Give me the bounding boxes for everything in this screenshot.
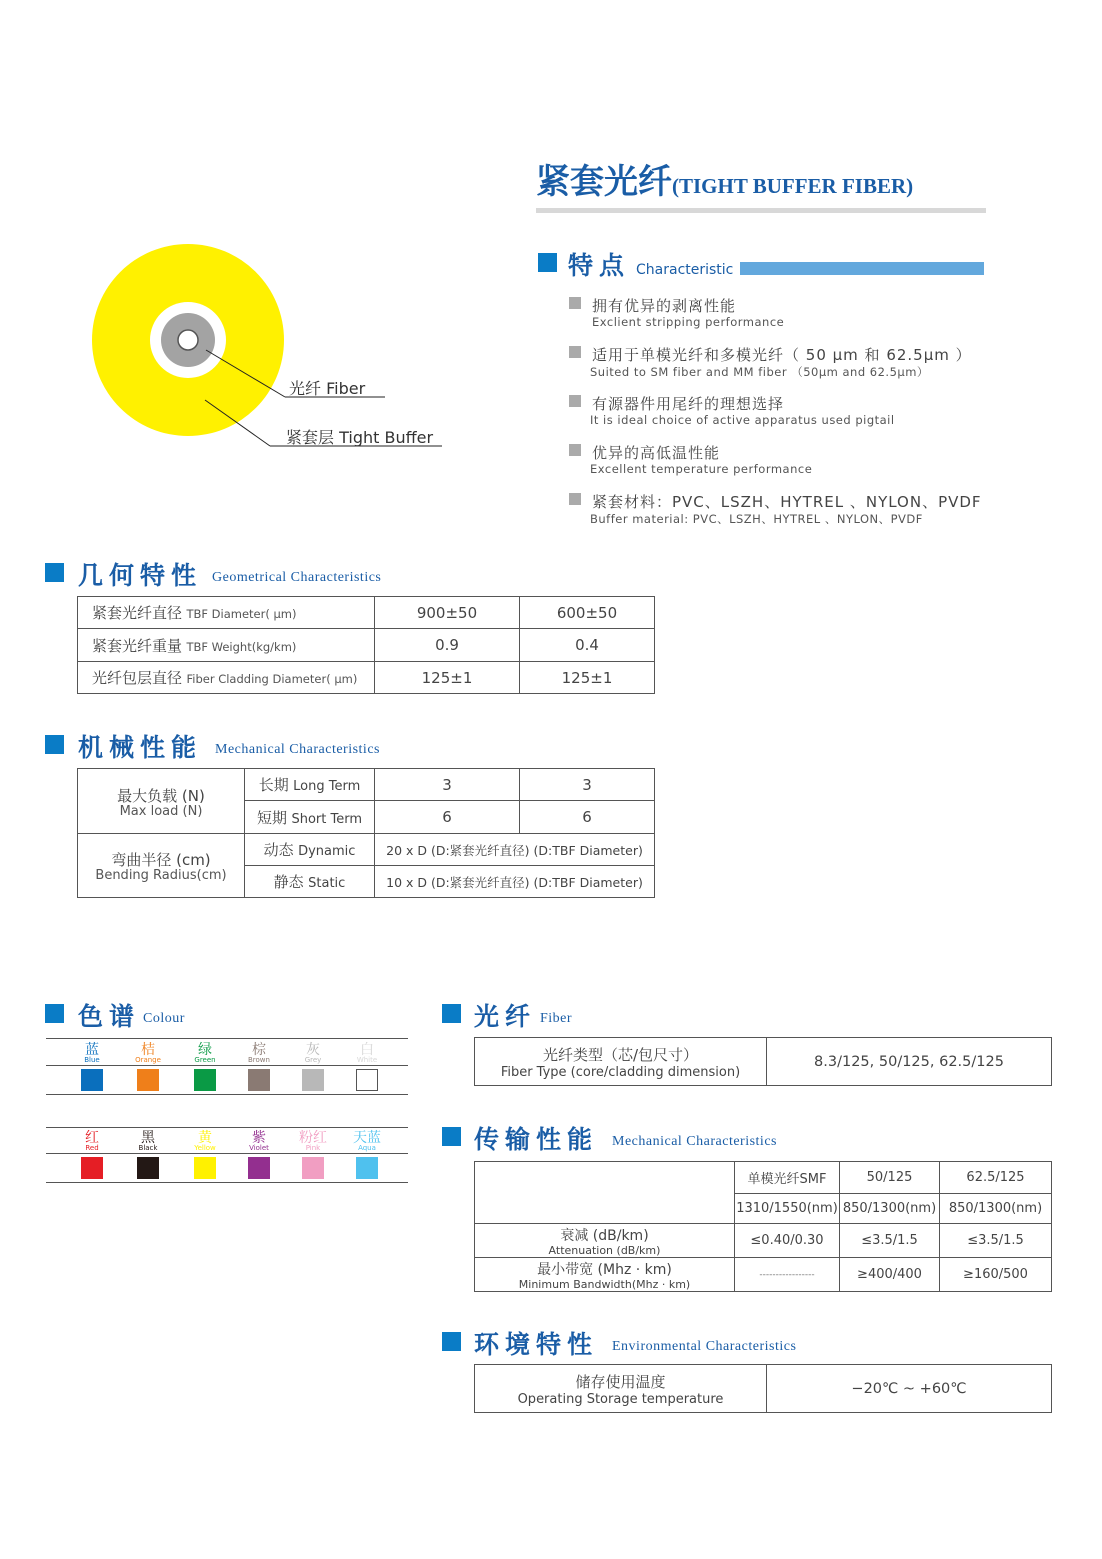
table-row: [475, 1038, 1052, 1086]
feature-5-cn: 紧套材料：PVC、LSZH、HYTREL 、NYLON、PVDF: [592, 493, 982, 511]
storage-temp-cn: 储存使用温度: [575, 1372, 666, 1391]
column-header: 单模光纤SMF: [735, 1162, 840, 1194]
fiber-table: [474, 1037, 1052, 1086]
title-en: (TIGHT BUFFER FIBER): [672, 174, 914, 198]
column-subheader: 850/1300(nm): [840, 1194, 940, 1224]
column-header: 50/125: [840, 1162, 940, 1194]
colour-name-cn: 紫: [252, 1130, 266, 1146]
feature-5-en: Buffer material: PVC、LSZH、HYTREL 、NYLON、PVDF: [590, 512, 923, 526]
short-term-label: [245, 801, 375, 834]
storage-temp-en: Operating Storage temperature: [517, 1391, 724, 1407]
column-subheader: 850/1300(nm): [940, 1194, 1052, 1224]
environment-bullet: [442, 1332, 461, 1351]
colour-heading-cn: 色谱: [78, 1002, 141, 1031]
row-label: [78, 629, 375, 662]
feature-bullet: [569, 395, 581, 407]
long-term-cn: 长期: [258, 776, 289, 794]
row-label-en: TBF Weight(kg/km): [186, 639, 297, 654]
feature-2-cn: 适用于单模光纤和多模光纤（ 50 μm 和 62.5μm ）: [592, 346, 972, 364]
dynamic-label: [245, 834, 375, 866]
mechanical-table: [77, 768, 655, 898]
fiber-type-cn: 光纤类型（芯/包尺寸）: [542, 1045, 699, 1064]
colour-name-en: Pink: [305, 1144, 321, 1152]
bandwidth-en: Minimum Bandwidth(Mhz · km): [518, 1278, 691, 1291]
attenuation-cn: 衰减 (dB/km): [560, 1228, 649, 1244]
fiber-bullet: [442, 1004, 461, 1023]
title-cn: 紧套光纤: [536, 162, 672, 202]
transmission-heading-cn: 传输性能: [474, 1125, 599, 1154]
page-title: [536, 154, 913, 203]
colour-name-en: Brown: [248, 1056, 270, 1064]
transmission-bullet: [442, 1127, 461, 1146]
short-term-en: Short Term: [291, 811, 362, 827]
bandwidth-cn: 最小带宽 (Mhz · km): [537, 1262, 672, 1278]
table-cell: 3: [375, 769, 520, 801]
colour-name-cn: 蓝: [85, 1042, 99, 1058]
colour-name-cn: 灰: [306, 1042, 320, 1058]
row-label: [78, 597, 375, 629]
dynamic-cn: 动态: [263, 841, 294, 859]
fiber-label: 光纤 Fiber: [289, 379, 366, 398]
bandwidth-label: [475, 1258, 735, 1292]
table-cell: 125±1: [520, 662, 655, 694]
short-term-cn: 短期: [257, 808, 288, 827]
row-label-cn: 光纤包层直径: [92, 669, 183, 687]
colour-swatch: [81, 1157, 103, 1179]
environment-heading-cn: 环境特性: [474, 1330, 599, 1359]
table-cell: 0.9: [375, 629, 520, 662]
colour-swatch: [194, 1069, 216, 1091]
static-en: Static: [308, 876, 346, 891]
mechanical-heading-cn: 机械性能: [78, 733, 203, 762]
environment-table: [474, 1364, 1052, 1413]
feature-4-en: Excellent temperature performance: [590, 462, 813, 476]
table-row: [475, 1162, 1052, 1194]
colour-heading-en: Colour: [143, 1011, 185, 1026]
environment-heading-en: Environmental Characteristics: [612, 1339, 797, 1354]
colour-name-en: Green: [194, 1056, 216, 1064]
characteristic-heading-cn: 特点: [568, 251, 631, 280]
colour-name-cn: 桔: [141, 1042, 155, 1058]
column-subheader: 1310/1550(nm): [735, 1194, 840, 1224]
colour-rule: [46, 1065, 408, 1066]
feature-4-cn: 优异的高低温性能: [592, 444, 721, 462]
colour-swatch: [194, 1157, 216, 1179]
mechanical-bullet: [45, 735, 64, 754]
colour-name-cn: 黑: [141, 1130, 155, 1146]
bending-cn: 弯曲半径 (cm): [111, 851, 211, 869]
colour-name-en: Blue: [84, 1056, 100, 1064]
table-cell: 6: [375, 801, 520, 834]
geometrical-bullet: [45, 563, 64, 582]
table-cell: 6: [520, 801, 655, 834]
table-row: [78, 629, 655, 662]
table-cell: 125±1: [375, 662, 520, 694]
row-label-cn: 紧套光纤重量: [92, 636, 183, 655]
row-label-en: TBF Diameter( μm): [186, 607, 297, 621]
geometrical-table: [77, 596, 655, 694]
fiber-type-label: [475, 1038, 767, 1086]
table-cell: ≥400/400: [840, 1258, 940, 1292]
table-row: [78, 769, 655, 801]
long-term-label: [245, 769, 375, 801]
colour-swatch: [302, 1069, 324, 1091]
colour-name-en: Orange: [135, 1056, 161, 1064]
row-label-cn: 紧套光纤直径: [92, 604, 183, 622]
dynamic-en: Dynamic: [298, 844, 356, 859]
feature-1-en: Exclient stripping performance: [592, 315, 785, 329]
colour-name-en: Aqua: [358, 1144, 376, 1152]
colour-swatch: [356, 1157, 378, 1179]
feature-bullet: [569, 493, 581, 505]
transmission-table: [474, 1161, 1052, 1292]
fiber-type-en: Fiber Type (core/cladding dimension): [500, 1064, 741, 1080]
colour-bullet: [45, 1004, 64, 1023]
table-row: [78, 662, 655, 694]
colour-name-cn: 天蓝: [353, 1130, 381, 1146]
row-label: [78, 662, 375, 694]
colour-name-cn: 绿: [198, 1042, 212, 1058]
characteristic-bar: [740, 262, 984, 275]
column-header: 62.5/125: [940, 1162, 1052, 1194]
fiber-type-value: 8.3/125, 50/125, 62.5/125: [767, 1038, 1052, 1086]
feature-bullet: [569, 297, 581, 309]
colour-name-en: Black: [138, 1144, 158, 1152]
static-label: [245, 866, 375, 898]
colour-rule: [46, 1094, 408, 1095]
fiber-core: [178, 330, 198, 350]
colour-rule: [46, 1182, 408, 1183]
colour-swatch: [137, 1069, 159, 1091]
fiber-heading-cn: 光纤: [474, 1002, 537, 1031]
max-load-cn: 最大负载 (N): [117, 786, 205, 805]
table-cell: 600±50: [520, 597, 655, 629]
feature-bullet: [569, 346, 581, 358]
feature-bullet: [569, 444, 581, 456]
table-cell: 0.4: [520, 629, 655, 662]
table-cell: 900±50: [375, 597, 520, 629]
fiber-heading-en: Fiber: [540, 1011, 573, 1026]
max-load-en: Max load (N): [119, 803, 203, 819]
feature-3-cn: 有源器件用尾纤的理想选择: [592, 395, 785, 413]
characteristic-bullet: [538, 253, 557, 272]
row-label-en: Fiber Cladding Diameter( μm): [186, 672, 358, 686]
table-cell: ≥160/500: [940, 1258, 1052, 1292]
colour-swatch: [248, 1069, 270, 1091]
table-row: [78, 597, 655, 629]
transmission-heading-en: Mechanical Characteristics: [612, 1134, 777, 1149]
max-load-label: [78, 769, 245, 834]
table-cell: 3: [520, 769, 655, 801]
colour-name-en: Violet: [249, 1144, 269, 1152]
buffer-label: 紧套层 Tight Buffer: [286, 428, 434, 447]
colour-name-cn: 黄: [198, 1130, 212, 1146]
colour-name-cn: 白: [360, 1042, 374, 1058]
feature-2-en: Suited to SM fiber and MM fiber （50μm and 62.5μm）: [590, 365, 929, 379]
geometrical-heading-en: Geometrical Characteristics: [212, 570, 382, 585]
table-row: [78, 834, 655, 866]
mechanical-heading-en: Mechanical Characteristics: [215, 742, 380, 757]
bending-label: [78, 834, 245, 898]
colour-swatch: [81, 1069, 103, 1091]
storage-temp-label: [475, 1365, 767, 1413]
colour-name-en: Red: [85, 1144, 99, 1152]
static-cn: 静态: [273, 873, 304, 891]
storage-temp-value: −20℃ ~ +60℃: [767, 1365, 1052, 1413]
colour-swatch: [302, 1157, 324, 1179]
colour-name-cn: 粉红: [299, 1130, 327, 1146]
colour-name-cn: 红: [85, 1130, 99, 1146]
long-term-en: Long Term: [293, 779, 361, 794]
table-cell: 20 x D (D:紧套光纤直径) (D:TBF Diameter): [375, 834, 655, 866]
colour-swatch: [248, 1157, 270, 1179]
table-row: [475, 1224, 1052, 1258]
feature-1-cn: 拥有优异的剥离性能: [592, 297, 737, 315]
table-cell: -----------------: [735, 1258, 840, 1292]
table-cell: 10 x D (D:紧套光纤直径) (D:TBF Diameter): [375, 866, 655, 898]
bending-en: Bending Radius(cm): [95, 868, 227, 883]
attenuation-en: Attenuation (dB/km): [548, 1244, 661, 1257]
colour-name-en: Yellow: [194, 1144, 216, 1152]
table-cell: ≤3.5/1.5: [940, 1224, 1052, 1258]
colour-name-cn: 棕: [252, 1042, 266, 1058]
characteristic-heading-en: Characteristic: [636, 262, 734, 278]
title-divider: [536, 208, 986, 213]
colour-name-en: White: [356, 1056, 378, 1064]
colour-swatch: [137, 1157, 159, 1179]
feature-3-en: It is ideal choice of active apparatus used pigtail: [590, 413, 895, 427]
table-row: [475, 1258, 1052, 1292]
colour-rule: [46, 1153, 408, 1154]
colour-name-en: Grey: [304, 1056, 322, 1064]
colour-swatch: [356, 1069, 378, 1091]
table-corner: [475, 1162, 735, 1224]
table-cell: ≤3.5/1.5: [840, 1224, 940, 1258]
table-cell: ≤0.40/0.30: [735, 1224, 840, 1258]
table-row: [475, 1365, 1052, 1413]
attenuation-label: [475, 1224, 735, 1258]
geometrical-heading-cn: 几何特性: [78, 561, 203, 590]
